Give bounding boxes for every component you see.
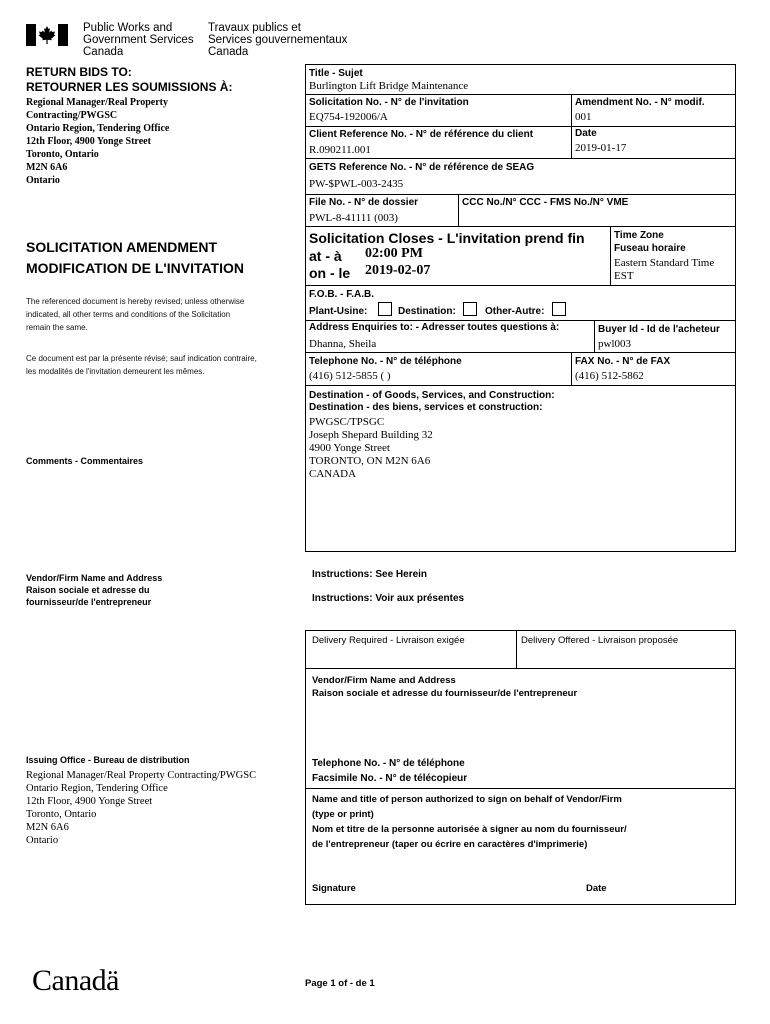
instructions-en: Instructions: See Herein bbox=[312, 569, 428, 580]
issuing-address-line: Toronto, Ontario bbox=[26, 809, 97, 820]
vendor-telephone-label: Telephone No. - N° de téléphone bbox=[312, 758, 465, 769]
solicitation-label: Solicitation No. - N° de l'invitation bbox=[309, 97, 469, 108]
canada-wordmark: Canadä bbox=[32, 964, 119, 997]
amendment-no-label: Amendment No. - N° modif. bbox=[575, 97, 705, 108]
issuing-address-line: 12th Floor, 4900 Yonge Street bbox=[26, 796, 153, 807]
return-address-line: Regional Manager/Real Property bbox=[26, 97, 169, 108]
vendor-facsimile-label: Facsimile No. - N° de télécopieur bbox=[312, 773, 468, 784]
return-bids-heading: RETURN BIDS TO: RETOURNER LES SOUMISSIONS À: bbox=[26, 65, 233, 94]
return-address-line: Ontario bbox=[26, 175, 60, 186]
destination-address-line: 4900 Yonge Street bbox=[309, 442, 390, 454]
enquiries-value: Dhanna, Sheila bbox=[309, 338, 377, 350]
ccc-number-label: CCC No./N° CCC - FMS No./N° VME bbox=[462, 197, 629, 208]
authorized-signatory-label: Name and title of person authorized to sign on behalf of Vendor/Firm (type or print) Nom et titre de la personne autorisée à signer au nom du fournisseur/ de l'entrepreneur (taper ou écrire en caractères d'imprimerie) bbox=[312, 794, 627, 850]
destination-address-line: PWGSC/TPSGC bbox=[309, 416, 385, 428]
closing-date-value: 2019-02-07 bbox=[365, 263, 431, 278]
title-label: Title - Sujet bbox=[309, 68, 363, 79]
issuing-office-label: Issuing Office - Bureau de distribution bbox=[26, 755, 190, 765]
vendor-address-label: Vendor/Firm Name and Address Raison sociale et adresse du fournisseur/de l'entrepreneur bbox=[26, 573, 163, 607]
closing-time-value: 02:00 PM bbox=[365, 246, 423, 261]
government-flag-symbol bbox=[26, 24, 68, 46]
plant-usine-checkbox[interactable] bbox=[378, 302, 392, 316]
gets-reference-value: PW-$PWL-003-2435 bbox=[309, 178, 404, 190]
solicitation-value: EQ754-192006/A bbox=[309, 111, 388, 123]
return-address-line: 12th Floor, 4900 Yonge Street bbox=[26, 136, 151, 147]
destination-address-line: Joseph Shepard Building 32 bbox=[309, 429, 433, 441]
fax-value: (416) 512-5862 bbox=[575, 370, 644, 382]
signature-label: Signature bbox=[312, 883, 356, 894]
issuing-address-line: M2N 6A6 bbox=[26, 822, 69, 833]
delivery-required-label: Delivery Required - Livraison exigée bbox=[312, 635, 465, 646]
return-address-line: M2N 6A6 bbox=[26, 162, 68, 173]
issuing-address-line: Ontario Region, Tendering Office bbox=[26, 783, 168, 794]
time-zone-value: Eastern Standard Time EST bbox=[614, 257, 715, 282]
amendment-note-en bbox=[26, 295, 244, 334]
maple-leaf-icon bbox=[38, 26, 56, 44]
note-line-en: indicated, all other terms and conditions of the Solicitation bbox=[26, 310, 231, 319]
instructions-fr: Instructions: Voir aux présentes bbox=[312, 593, 465, 604]
destination-label: Destination: bbox=[398, 306, 456, 317]
gets-reference-label: GETS Reference No. - N° de référence de SEAG bbox=[309, 162, 535, 173]
amendment-note-fr bbox=[26, 352, 257, 378]
telephone-value: (416) 512-5855 ( ) bbox=[309, 370, 391, 382]
fax-label: FAX No. - N° de FAX bbox=[575, 356, 671, 367]
department-name-fr: Travaux publics et Services gouvernementaux Canada bbox=[208, 22, 348, 58]
file-number-label: File No. - N° de dossier bbox=[309, 197, 419, 208]
note-line-fr: les modalités de l'invitation demeurent les mêmes. bbox=[26, 367, 205, 376]
other-autre-label: Other-Autre: bbox=[485, 306, 545, 317]
vendor-firm-label: Vendor/Firm Name and Address Raison sociale et adresse du fournisseur/de l'entrepreneur bbox=[312, 675, 578, 699]
signature-date-label: Date bbox=[586, 883, 607, 894]
file-number-value: PWL-8-41111 (003) bbox=[309, 212, 398, 224]
destination-address-line: CANADA bbox=[309, 468, 357, 480]
destination-goods-label: Destination - of Goods, Services, and Construction: Destination - des biens, services et construction: bbox=[309, 390, 555, 413]
destination-checkbox[interactable] bbox=[463, 302, 477, 316]
fob-label: F.O.B. - F.A.B. bbox=[309, 289, 374, 300]
return-address-line: Toronto, Ontario bbox=[26, 149, 99, 160]
other-autre-checkbox[interactable] bbox=[552, 302, 566, 316]
return-address-line: Contracting/PWGSC bbox=[26, 110, 118, 121]
delivery-offered-label: Delivery Offered - Livraison proposée bbox=[521, 635, 679, 646]
on-label: on - le bbox=[309, 265, 351, 281]
date-label: Date bbox=[575, 128, 597, 139]
comments-label: Comments - Commentaires bbox=[26, 456, 144, 466]
plant-usine-label: Plant-Usine: bbox=[309, 306, 368, 317]
issuing-address-line: Ontario bbox=[26, 835, 59, 846]
issuing-address-line: Regional Manager/Real Property Contracting/PWGSC bbox=[26, 770, 257, 781]
solicitation-closes-label: Solicitation Closes - L'invitation prend fin bbox=[309, 230, 585, 246]
buyer-id-value: pwl003 bbox=[598, 338, 631, 350]
destination-address-line: TORONTO, ON M2N 6A6 bbox=[309, 455, 431, 467]
time-zone-label: Time Zone Fuseau horaire bbox=[614, 230, 686, 254]
enquiries-label: Address Enquiries to: - Adresser toutes questions à: bbox=[309, 322, 560, 333]
telephone-label: Telephone No. - N° de téléphone bbox=[309, 356, 462, 367]
buyer-id-label: Buyer Id - Id de l'acheteur bbox=[598, 324, 720, 335]
return-address-line: Ontario Region, Tendering Office bbox=[26, 123, 170, 134]
amendment-title: SOLICITATION AMENDMENT MODIFICATION DE L'INVITATION bbox=[26, 239, 244, 276]
note-line-en: remain the same. bbox=[26, 323, 88, 332]
client-reference-label: Client Reference No. - N° de référence du client bbox=[309, 129, 534, 140]
title-value: Burlington Lift Bridge Maintenance bbox=[309, 80, 469, 92]
destination-address bbox=[309, 416, 433, 481]
return-bids-address bbox=[26, 96, 169, 187]
amendment-no-value: 001 bbox=[575, 111, 592, 123]
page-number: Page 1 of - de 1 bbox=[305, 978, 375, 989]
issuing-office-address bbox=[26, 769, 256, 847]
note-line-en: The referenced document is hereby revised; unless otherwise bbox=[26, 297, 245, 306]
date-value: 2019-01-17 bbox=[575, 142, 627, 154]
at-label: at - à bbox=[309, 248, 342, 264]
client-reference-value: R.090211.001 bbox=[309, 144, 371, 156]
note-line-fr: Ce document est par la présente révisé; sauf indication contraire, bbox=[26, 354, 257, 363]
department-name-en: Public Works and Government Services Canada bbox=[83, 22, 194, 58]
